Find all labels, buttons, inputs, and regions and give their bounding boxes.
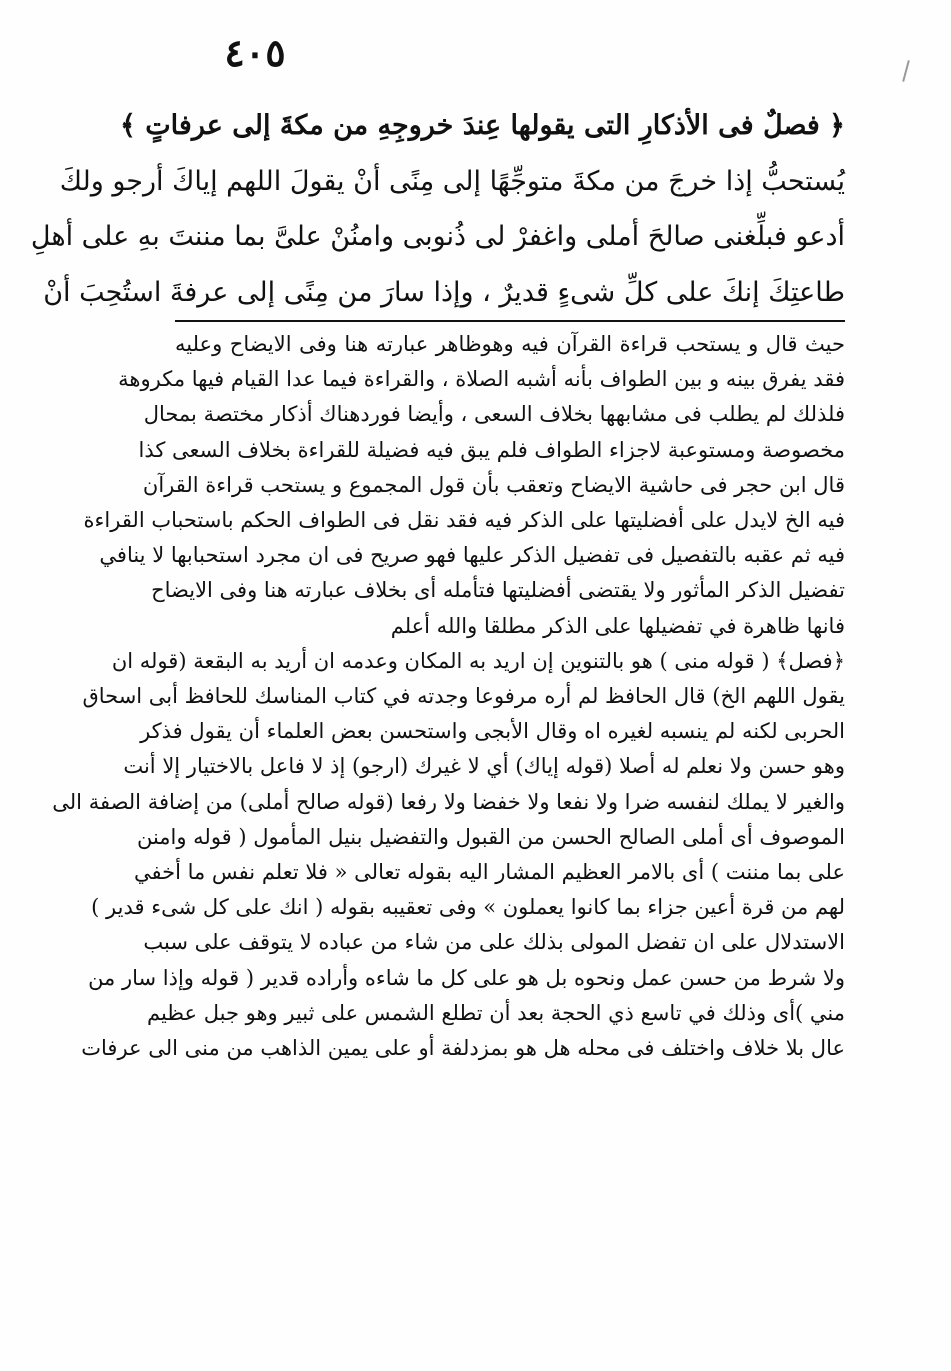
commentary-line: فيه الخ لايدل على أفضليتها على الذكر فيه فقد نقل فى الطواف الحكم باستحباب القراءة bbox=[83, 508, 845, 533]
commentary-line: والغير لا يملك لنفسه ضرا ولا نفعا ولا خفضا ولا رفعا (قوله صالح أملى) من إضافة الصفة الى bbox=[52, 789, 845, 814]
commentary-line: فانها ظاهرة في تفضيلها على الذكر مطلقا والله أعلم bbox=[390, 613, 845, 638]
commentary-line: لهم من قرة أعين جزاء بما كانوا يعملون » وفى تعقيبه بقوله ( انك على كل شىء قدير ) bbox=[91, 895, 845, 920]
commentary-line: ولا شرط من حسن عمل ونحوه بل هو على كل ما شاءه وأراده قدير ( قوله وإذا سار من bbox=[88, 965, 845, 990]
commentary-line: الاستدلال على ان تفضل المولى بذلك على من شاء من عباده لا يتوقف على سبب bbox=[143, 930, 845, 955]
commentary-line: عال بلا خلاف واختلف فى محله هل هو بمزدلفة أو على يمين الذاهب من منى الى عرفات bbox=[81, 1036, 845, 1061]
stray-ink-mark bbox=[902, 60, 910, 82]
page-number: ٤٠٥ bbox=[224, 30, 286, 75]
commentary-line: فيه ثم عقبه بالتفصيل فى تفضيل الذكر عليها فهو صريح فى ان مجرد استحبابها لا ينافي bbox=[99, 543, 845, 568]
commentary-line: قال ابن حجر فى حاشية الايضاح وتعقب بأن قول المجموع و يستحب قراءة القرآن bbox=[142, 472, 845, 497]
commentary-line: ﴿فصل﴾ ( قوله منى ) هو بالتنوين إن اريد به المكان وعدمه ان أريد به البقعة (قوله ان bbox=[111, 648, 845, 673]
separator-rule bbox=[175, 320, 845, 322]
main-text-line: طاعتِكَ إنكَ على كلِّ شىءٍ قديرٌ ، وإذا سارَ من مِنًى إلى عرفةَ استُحِبَ أنْ bbox=[43, 276, 845, 308]
main-text-line: أدعو فبلِّغنى صالحَ أملى واغفرْ لى ذُنوبى وامنُنْ علىَّ بما مننتَ بهِ على أهلِ bbox=[30, 221, 845, 252]
commentary-line: وهو حسن ولا نعلم له أصلا (قوله إياك) أي لا غيرك (ارجو) إذ لا فاعل بالاختيار إلا أنت bbox=[123, 754, 845, 779]
main-text-block bbox=[30, 98, 845, 320]
commentary-line: مني )أى وذلك في تاسع ذي الحجة بعد أن تطلع الشمس على ثبير وهو جبل عظيم bbox=[146, 1000, 845, 1025]
commentary-line: تفضيل الذكر المأثور ولا يقتضى أفضليتها فتأمله أى بخلاف عبارته هنا وفى الايضاح bbox=[151, 578, 845, 603]
commentary-line: يقول اللهم الخ) قال الحافظ لم أره مرفوعا وجدته في كتاب المناسك للحافظ أبى اسحاق bbox=[82, 684, 845, 709]
commentary-line: فقد يفرق بينه و بين الطواف بأنه أشبه الصلاة ، والقراءة فيما عدا القيام فيها مكروهة bbox=[118, 367, 845, 392]
commentary-line: فلذلك لم يطلب فى مشابهها بخلاف السعى ، وأيضا فوردهناك أذكار مختصة بمحال bbox=[143, 402, 845, 427]
section-heading: ﴿ فصلٌ فى الأذكارِ التى يقولها عِندَ خروجِهِ من مكةَ إلى عرفاتٍ ﴾ bbox=[120, 110, 845, 141]
commentary-block bbox=[52, 327, 845, 1066]
commentary-line: حيث قال و يستحب قراءة القرآن فيه وهوظاهر عبارته هنا وفى الايضاح وعليه bbox=[175, 332, 845, 356]
commentary-line: مخصوصة ومستوعبة لاجزاء الطواف فلم يبق فيه فضيلة للقراءة بخلاف السعى كذا bbox=[138, 437, 845, 462]
commentary-line: الحربى لكنه لم ينسبه لغيره اه وقال الأبجى واستحسن بعض العلماء أن يقول فذكر bbox=[140, 719, 845, 744]
commentary-line: على بما مننت ) أى بالامر العظيم المشار اليه بقوله تعالى « فلا تعلم نفس ما أخفي bbox=[133, 860, 845, 885]
main-text-line: يُستحبُّ إذا خرجَ من مكةَ متوجِّهًا إلى مِنًى أنْ يقولَ اللهم إياكَ أرجو ولكَ bbox=[59, 165, 845, 197]
commentary-line: الموصوف أى أملى الصالح الحسن من القبول والتفضيل بنيل المأمول ( قوله وامنن bbox=[136, 824, 845, 849]
